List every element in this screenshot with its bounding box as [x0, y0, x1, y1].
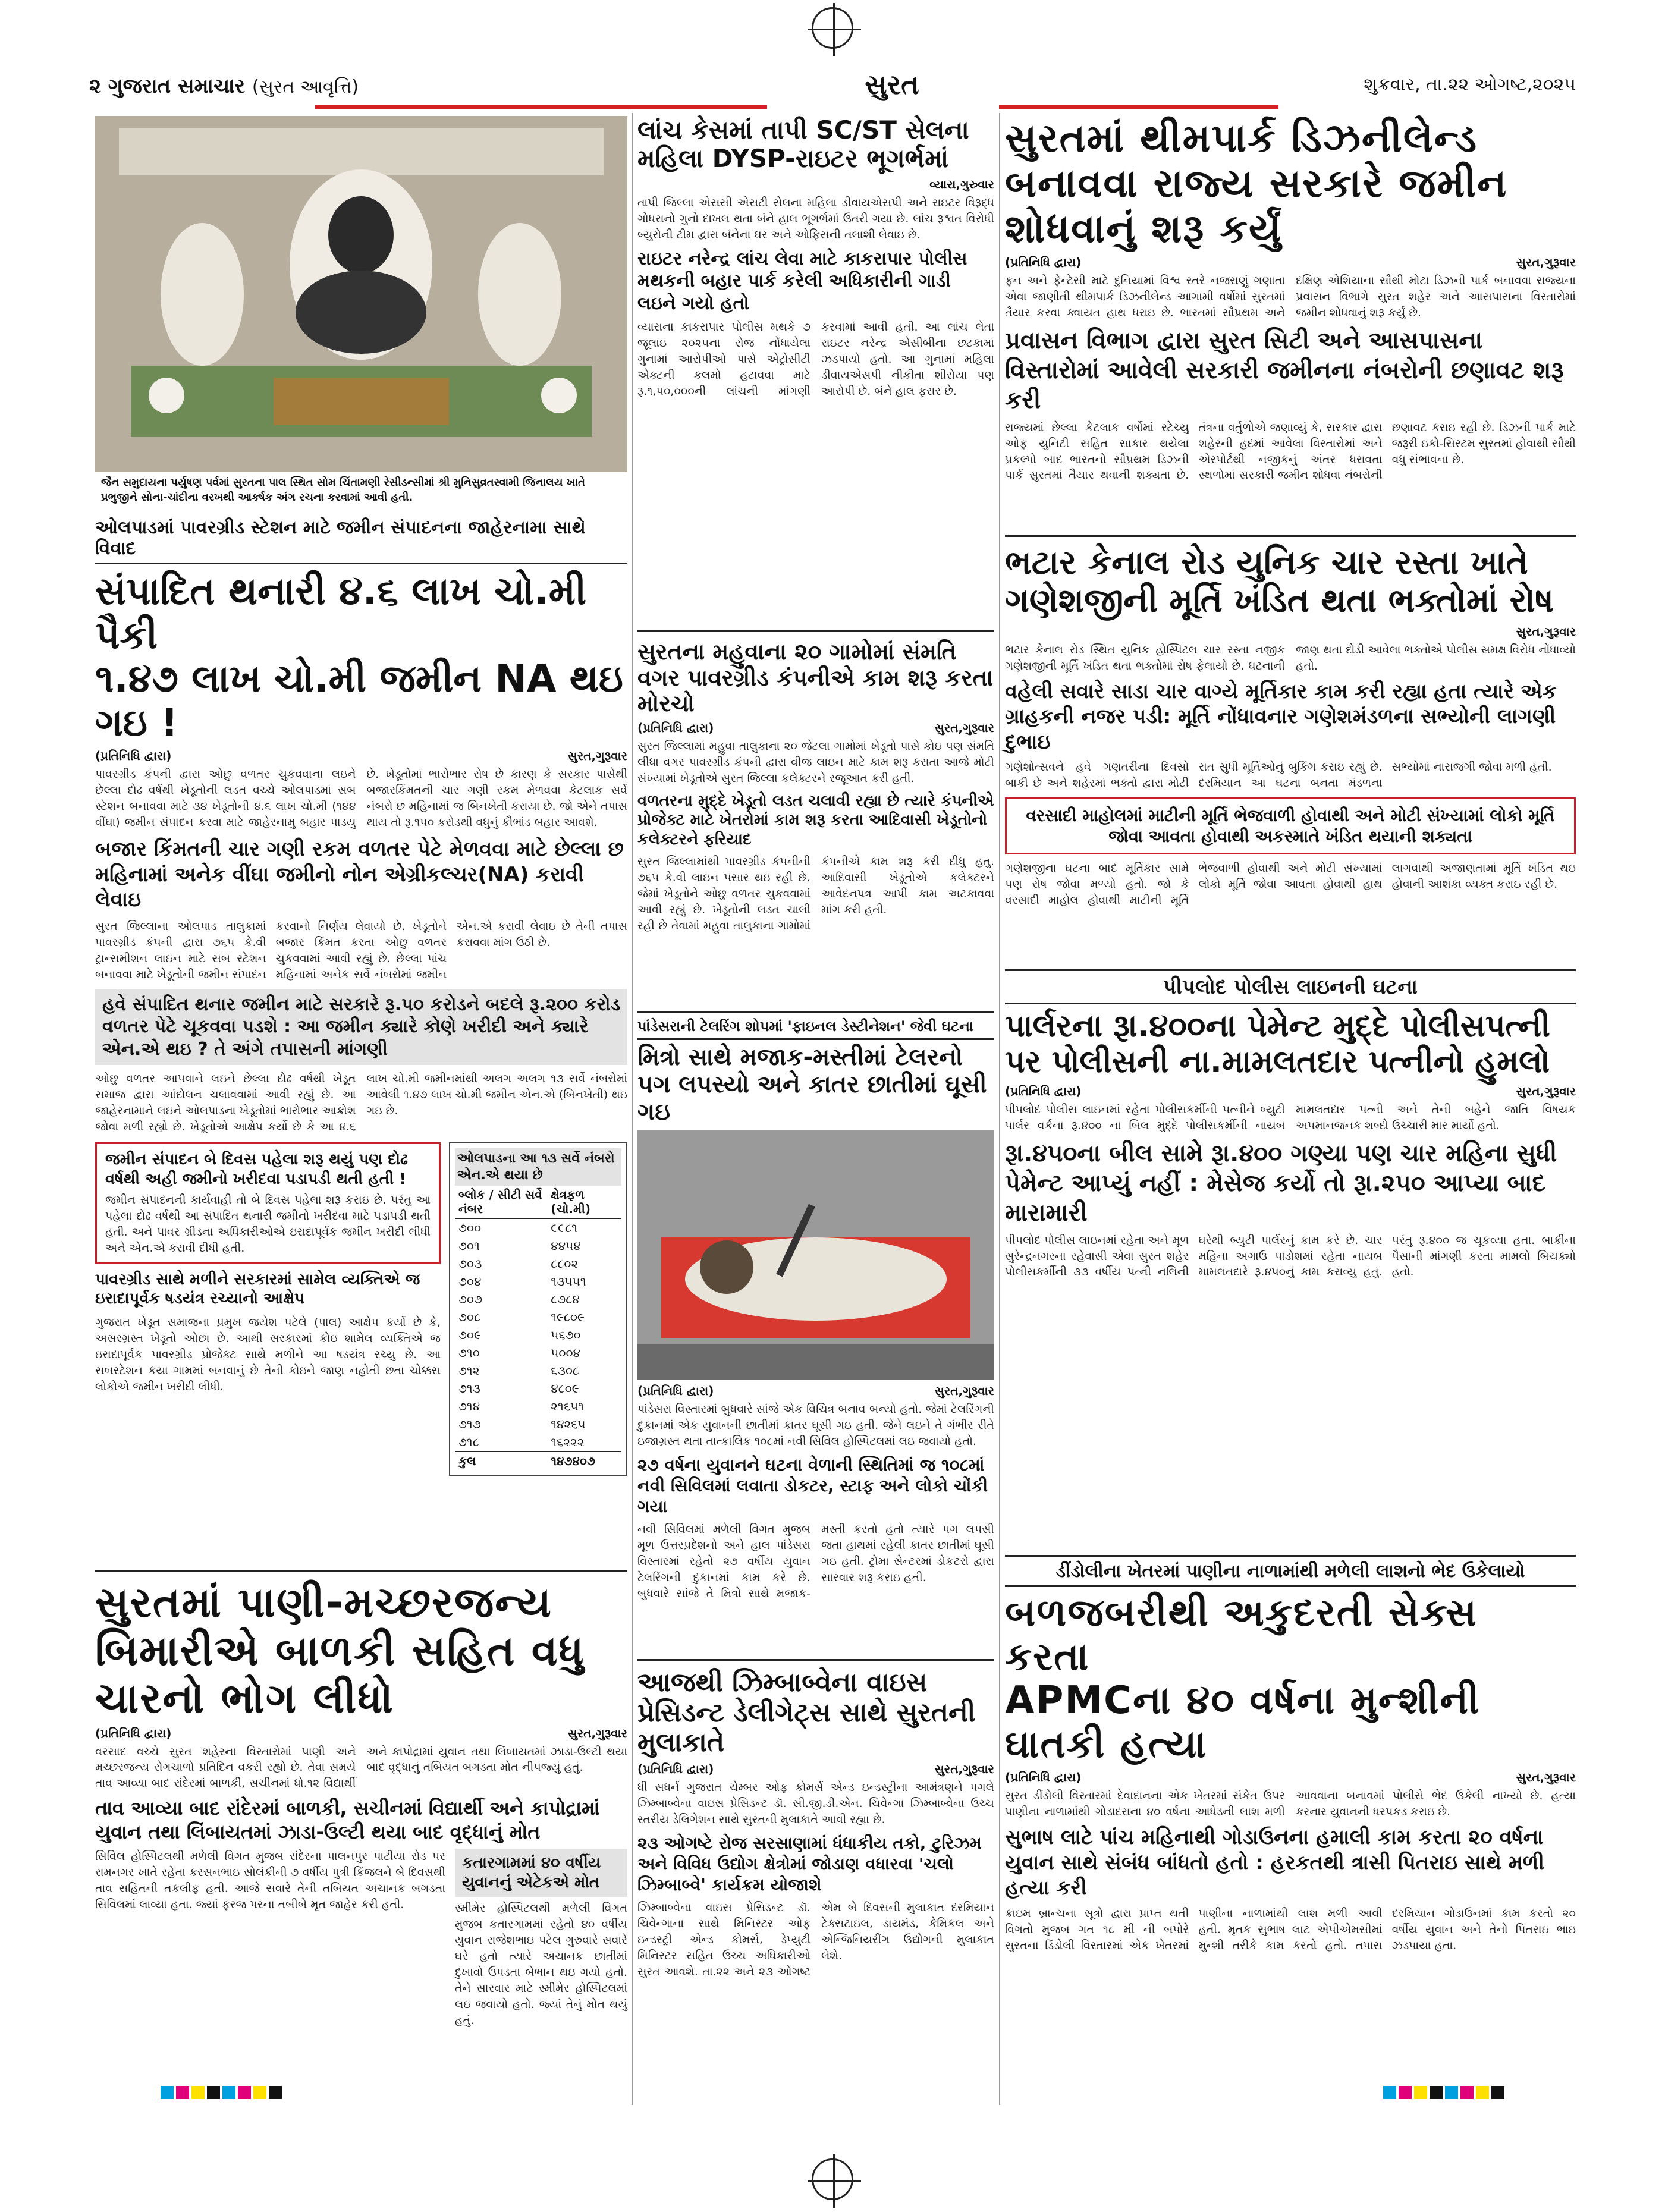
article-bhatar	[1005, 544, 1576, 909]
dysp-body-2: વ્યારાના કાકરાપાર પોલીસ મથકે ૭ જૂલાઇ ૨૦૨૫ના રોજ નોંધાયેલા ગુનામાં આરોપીઓ પાસે એટ્રોસીટી એક્ટની કલમો હટાવવા માટે રૂ.૧,૫૦,૦૦૦ની લાંચની માંગણી કરવામાં આવી હતી. આ લાંચ લેતા રાઇટર નરેન્દ્ર એસીબીના છટકામાં ઝડપાયો હતો. આ ગુનામાં મહિલા ડીવાયએસપી નીકીતા શીરોયા પણ આરોપી છે. બંને હાલ ફરાર છે.	[637, 321, 994, 398]
disneyland-body-2: રાજ્યમાં છેલ્લા કેટલાક વર્ષોમાં સ્ટેચ્યુ ઓફ યુનિટી સહિત સાકાર થયેલા પ્રકલ્પો બાદ ભારતનો સૌપ્રથમ ડિઝની પાર્ક સુરતમાં તૈયાર થવાની શક્યતા છે. તંત્રના વર્તુળોએ જણાવ્યું કે, સરકાર દ્વારા શહેરની હદમાં આવેલા વિસ્તારોમાં અને એરપોર્ટથી નજીકનું અંતર ધરાવતા સ્થળોમાં સરકારી જમીન શોધવા નંબરોની છણાવટ કરાઇ રહી છે. ડિઝની પાર્ક માટે જરૂરી ઇકો-સિસ્ટમ સુરતમાં હોવાથી સૌથી વધુ સંભાવના છે.	[1005, 420, 1576, 482]
masthead-paper-name	[89, 74, 359, 98]
bhatar-byline	[1005, 624, 1576, 639]
separator-right-2	[1005, 969, 1576, 971]
survey-number-cell: ૭૦૪	[458, 1274, 482, 1289]
zimbabwe-body: ધી સધર્ન ગુજરાત ચેમ્બર ઓફ કોમર્સ એન્ડ ઇન્ડસ્ટ્રીના આમંત્રણને પગલે ઝિમ્બાબ્વેના વાઇસ પ્રેસિડન્ટ ડૉ. સી.જી.ડી.એન. ચિવેન્ગા ઝિમ્બાબ્વેના ઉચ્ચ સ્તરીય ડેલિગેશન સાથે સુરતની મુલાકાતે આવી રહ્યા છે.	[637, 1780, 994, 1826]
article-water-disease	[95, 1579, 627, 2029]
mahuva-body: સુરત જિલ્લામાં મહુવા તાલુકાના ૨૦ જેટલા ગામોમાં ખેડૂતો પાસે કોઇ પણ સંમતિ લીધા વગર પાવરગ્રીડ કંપની દ્વારા વીજ લાઇન માટે કામ શરૂ કરાતા આજે મોટી સંખ્યામાં ખેડૂતોએ સુરત જિલ્લા કલેક્ટરને રજૂઆત કરી હતી.	[637, 740, 994, 785]
table-row	[455, 1326, 621, 1344]
separator-left-1	[95, 1570, 627, 1572]
olpad-byline-place: સુરત,ગુરૂવાર	[567, 749, 627, 763]
olpad-subhead-1: બજાર કિંમતની ચાર ગણી રકમ વળતર પેટે મેળવવા માટે છેલ્લા છ મહિનામાં અનેક વીંઘા જમીનો નોન એગ્રીકલ્ચર(NA) કરાવી લેવાઇ	[95, 837, 624, 912]
disneyland-headline: સુરતમાં થીમપાર્ક ડિઝનીલેન્ડ બનાવવા રાજ્ય સરકારે જમીન શોધવાનું શરૂ કર્યું	[1005, 115, 1508, 252]
table-row	[455, 1344, 621, 1362]
dysp-byline-place: વ્યારા,ગુરુવાર	[929, 177, 994, 191]
disneyland-body: ફન અને ફેન્ટેસી માટે દુનિયામાં વિશ્વ સ્તરે નજરાણું ગણાતા એવા જાણીતી થીમપાર્ક ડિઝનીલેન્ડ આગામી વર્ષોમાં સુરતમાં તૈયાર કરવા ક્વાયત હાથ ધરાઇ છે. ભારતમાં સૌપ્રથમ અને દક્ષિણ એશિયાના સૌથી મોટા ડિઝની પાર્ક બનાવવા રાજ્યના પ્રવાસન વિભાગે સુરત શહેર અને આસપાસના વિસ્તારોમાં જમીન શોધવાનું શરૂ કર્યું છે.	[1005, 274, 1576, 319]
separator-right-3	[1005, 1555, 1576, 1557]
tailor-headline: મિત્રો સાથે મજાક-મસ્તીમાં ટેલરનો પગ લપસ્યો અને કાતર છાતીમાં ઘૂસી ગઇ	[637, 1044, 987, 1126]
separator-mid-2	[637, 1011, 994, 1013]
column-rule-2	[999, 113, 1000, 2105]
olpad-body-3: ઓછુ વળતર આપવાને લઇને છેલ્લા દોઢ વર્ષથી ખેડૂત સમાજ દ્વારા આંદોલન ચલાવવામાં આવી રહ્યું છે. આ જાહેરનામાને લઇને ઓલપાડના ખેડૂતોમાં ભારોભાર આક્રોશ જોવા મળી રહ્યો છે. ખેડૂતોએ આક્ષેપ કર્યો છે કે આ ૪.૬ લાખ ચો.મી જમીનમાંથી અલગ અલગ ૧૩ સર્વે નંબરોમાં આવેલી ૧.૪૭ લાખ ચો.મી જમીન એન.એ (બિનખેતી) થઇ ગઇ છે.	[95, 1072, 627, 1134]
registration-mark-top	[812, 7, 853, 49]
bhatar-highlight-box: વરસાદી માહોલમાં માટીની મૂર્તિ ભેજવાળી હોવાથી અને મોટી સંખ્યામાં લોકો મૂર્તિ જોવા આવતા હોવાથી અકસ્માતે ખંડિત થયાની શક્યતા	[1005, 797, 1576, 854]
hospital-stretcher-illustration	[637, 1130, 994, 1380]
disneyland-byline-source: (પ્રતિનિધિ દ્વારા)	[1005, 254, 1082, 269]
olpad-body-2: સુરત જિલ્લાના ઓલપાડ તાલુકામાં પાવરગ્રીડ કંપની દ્વારા ૭૬૫ કે.વી ટ્રાન્સમીશન લાઇન માટે સબ સ્ટેશન બનાવવા માટે ખેડૂતોની જમીન સંપાદન કરવાનો નિર્ણય લેવાયો છે. ખેડૂતોને બજાર કિંમત કરતા ઓછુ વળતર ચુકવવામાં આવી રહ્યું છે. છેલ્લા પાંચ મહિનામાં અનેક સર્વે નંબરોમાં જમીન એન.એ કરાવી લેવાઇ છે તેની તપાસ કરાવવા માંગ ઉઠી છે.	[95, 919, 627, 981]
olpad-lower-left	[95, 1142, 441, 1476]
olpad-table-title: ઓલપાડના આ ૧૩ સર્વે નંબરો એન.એ થયા છે	[455, 1148, 621, 1186]
olpad-byline-source: (પ્રતિનિધિ દ્વારા)	[95, 749, 172, 763]
pipalod-byline-source: (પ્રતિનિધિ દ્વારા)	[1005, 1083, 1082, 1098]
survey-number-cell: ૭૧૭	[458, 1417, 481, 1431]
survey-number-cell: ૭૧૨	[458, 1363, 480, 1378]
disneyland-byline-place: સુરત,ગુરૂવાર	[1516, 254, 1576, 269]
dindoli-headline-line2: APMCના ૪૦ વર્ષના મુન્શીની ઘાતકી હત્યા	[1005, 1679, 1481, 1767]
table-row	[455, 1290, 621, 1308]
olpad-survey-table	[455, 1186, 621, 1470]
dysp-byline	[637, 177, 994, 191]
dindoli-byline-source: (પ્રતિનિધિ દ્વારા)	[1005, 1770, 1082, 1785]
article-disneyland	[1005, 116, 1576, 483]
area-cell: ૫૦૦૪	[551, 1346, 580, 1360]
table-total-label: કુલ	[455, 1451, 547, 1470]
table-header-area: ક્ષેત્રફળ (ચો.મી)	[547, 1186, 621, 1218]
tailor-kicker: પાંડેસરાની ટેલરિંગ શોપમાં 'ફાઇનલ ડેસ્ટીનેશન' જેવી ઘટના	[637, 1018, 994, 1040]
table-total-row	[455, 1451, 621, 1470]
registration-mark-bottom	[812, 2158, 853, 2200]
table-row	[455, 1397, 621, 1415]
table-row	[455, 1218, 621, 1237]
edition-label: (સુરત આવૃત્તિ)	[252, 77, 359, 98]
separator-mid-3	[637, 1659, 994, 1661]
article-pipalod	[1005, 975, 1576, 1280]
area-cell: ૮૭૮૪	[551, 1292, 580, 1306]
water-byline-place: સુરત,ગુરૂવાર	[567, 1726, 627, 1740]
olpad-byline	[95, 749, 627, 763]
article-olpad	[95, 517, 627, 1476]
separator-right-1	[1005, 535, 1576, 537]
survey-number-cell: ૭૦૮	[458, 1310, 480, 1324]
olpad-survey-table-box	[449, 1142, 627, 1476]
water-subhead: તાવ આવ્યા બાદ રાંદેરમાં બાળકી, સચીનમાં વિદ્યાર્થી અને કાપોદ્રામાં યુવાન તથા લિંબાયતમાં ઝાડા-ઉલ્ટી થયા બાદ વૃદ્ધાનું મોત	[95, 1797, 600, 1844]
water-byline-source: (પ્રતિનિધિ દ્વારા)	[95, 1726, 172, 1740]
olpad-lower-row	[95, 1142, 627, 1476]
separator-mid-1	[637, 630, 994, 632]
olpad-body: પાવરગ્રીડ કંપની દ્વારા ઓછુ વળતર ચુકવવાના લઇને છેલ્લા દોઢ વર્ષથી ખેડૂતોની લડત વચ્ચે ઓલપાડમાં સબ સ્ટેશન બનાવવા માટે ૩૪ ખેડૂતોની ૪.૬ લાખ ચો.મી (૧૪૪ વીંઘા) જમીન સંપાદન કરવા માટે જાહેરનામુ બહાર પાડયુ છે. ખેડૂતોમાં ભારોભાર રોષ છે કારણ કે સરકાર પાસેથી બજારકિંમતની ચાર ગણી રકમ મેળવવા કેટલાક સર્વે નંબરો છ મહિનામાં જ બિનખેતી કરાયા છે. જો એને તપાસ થાય તો રૂ.૧૫૦ કરોડથી વધુનું કૌભાંડ બહાર આવશે.	[95, 768, 627, 830]
olpad-headline-line1: સંપાદિત થનારી ૪.૬ લાખ ચો.મી પૈકી	[95, 570, 587, 658]
jain-temple-photo	[95, 116, 627, 508]
olpad-kicker: ઓલપાડમાં પાવરગ્રીડ સ્ટેશન માટે જમીન સંપાદનના જાહેરનામા સાથે વિવાદ	[95, 517, 627, 564]
pipalod-headline: પાર્લરના રૂા.૪૦૦ના પેમેન્ટ મુદ્દે પોલીસપત્ની પર પોલીસની ના.મામલતદાર પત્નીનો હુમલો	[1005, 1008, 1550, 1080]
area-cell: ૯૯૮૧	[551, 1221, 577, 1235]
area-cell: ૮૮૦૨	[551, 1256, 579, 1271]
dindoli-subhead: સુભાષ લાટે પાંચ મહિનાથી ગોડાઉનના હમાલી કામ કરતા ૨૦ વર્ષના યુવાન સાથે સંબંધ બાંધતો હતો : હરકતથી ત્રાસી પિતરાઇ સાથે મળી હત્યા કરી	[1005, 1825, 1544, 1900]
dysp-headline: લાંચ કેસમાં તાપી SC/ST સેલના મહિલા DYSP-રાઇટર ભૂગર્ભમાં	[637, 115, 969, 174]
area-cell: ૪૪૫૪	[551, 1239, 581, 1253]
column-rule-1	[632, 113, 633, 2105]
jain-idol-illustration	[95, 116, 627, 473]
zimbabwe-byline	[637, 1762, 994, 1776]
article-jain-photo	[95, 116, 627, 508]
mahuva-byline-source: (પ્રતિનિધિ દ્વારા)	[637, 721, 714, 736]
article-zimbabwe	[637, 1668, 994, 1980]
table-body	[455, 1218, 621, 1451]
bhatar-body: ભટાર કેનાલ રોડ સ્થિત યુનિક હોસ્પિટલ ચાર રસ્તા નજીક ગણેશજીની મૂર્તિ ખંડિત થતા ભક્તોમાં રોષ ફેલાયો છે. ઘટનાની જાણ થતા દોડી આવેલા ભક્તોએ પોલીસ સમક્ષ વિરોધ નોંધાવ્યો હતો.	[1005, 643, 1576, 673]
pipalod-kicker: પીપલોદ પોલીસ લાઇનની ઘટના	[1005, 975, 1576, 1004]
bhatar-body-3: ગણેશજીના ઘટના બાદ મૂર્તિકાર સામે પણ રોષ જોવા મળ્યો હતો. જો કે વરસાદી માહોલ હોવાથી માટીની મૂર્તિ ભેજવાળી હોવાથી અને મોટી સંખ્યામાં લોકો મૂર્તિ જોવા આવતા હોવાથી હાથ લાગવાથી અજાણતામાં મૂર્તિ ખંડિત થઇ હોવાની આશંકા વ્યક્ત કરાઇ રહી છે.	[1005, 862, 1576, 907]
paper-name: ૨ ગુજરાત સમાચાર	[89, 74, 246, 98]
area-cell: ૧૪૨૬૫	[551, 1417, 586, 1431]
area-cell: ૪૮૦૯	[551, 1381, 579, 1396]
zimbabwe-headline: આજથી ઝિમ્બાબ્વેના વાઇસ પ્રેસિડન્ટ ડેલીગેટ્સ સાથે સુરતની મુલાકાતે	[637, 1667, 976, 1758]
survey-number-cell: ૭૦૧	[458, 1239, 480, 1253]
pipalod-byline	[1005, 1084, 1576, 1098]
survey-number-cell: ૭૧૮	[458, 1435, 479, 1449]
bhatar-byline-place: સુરત,ગુરૂવાર	[1516, 624, 1576, 639]
zimbabwe-byline-place: સુરત,ગુરૂવાર	[934, 1761, 994, 1776]
bhatar-subhead: વહેલી સવારે સાડા ચાર વાગ્યે મૂર્તિકાર કામ કરી રહ્યા હતા ત્યારે એક ગ્રાહકની નજર પડી: મૂર્તિ નોંધાવનાર ગણેશમંડળના સભ્યોની લાગણી દુભાઇ	[1005, 679, 1557, 754]
survey-number-cell: ૭૧૦	[458, 1346, 480, 1360]
area-cell: ૧૯૮૦૯	[551, 1310, 585, 1324]
table-row	[455, 1272, 621, 1290]
mahuva-byline	[637, 721, 994, 735]
survey-number-cell: ૭૦૭	[458, 1292, 482, 1306]
bhatar-headline: ભટાર કેનાલ રોડ યુનિક ચાર રસ્તા ખાતે ગણેશજીની મૂર્તિ ખંડિત થતા ભક્તોમાં રોષ	[1005, 543, 1554, 621]
tailor-byline-source: (પ્રતિનિધિ દ્વારા)	[637, 1384, 714, 1398]
mahuva-subhead: વળતરના મુદ્દે ખેડૂતો લડત ચલાવી રહ્યા છે ત્યારે કંપનીએ પ્રોજેક્ટ માટે ખેતરોમાં કામ શરૂ કરતા આદિવાસી ખેડૂતોનો કલેક્ટરને ફરિયાદ	[637, 791, 994, 849]
dindoli-body: સુરત ડીંડોલી વિસ્તારમાં દેવાદાનના એક ખેતરમાં સંકેત ઉપર પાણીના નાળામાંથી ગોડાદરાના ૪૦ વર્ષના આધેડની લાશ મળી આવવાના બનાવમાં પોલીસે ભેદ ઉકેલી નાખ્યો છે. હત્યા કરનાર યુવાનની ધરપકડ કરાઇ છે.	[1005, 1789, 1576, 1819]
tailor-lead: પાંડેસરા વિસ્તારમાં બુધવારે સાંજે એક વિચિત્ર બનાવ બન્યો હતો. જેમાં ટેલરિંગની દુકાનમાં એક યુવાનની છાતીમાં કાતર ઘૂસી ગઇ હતી. જેને લઇને તે ગંભીર રીતે ઇજાગ્રસ્ત થતા તાત્કાલિક ૧૦૮માં નવી સિવિલ હોસ્પિટલમાં લઇ જવાયો હતો.	[637, 1403, 994, 1448]
masthead-red-rule-left	[315, 105, 767, 109]
dindoli-body-2: ક્રાઇમ બ્રાન્ચના સૂત્રો દ્વારા પ્રાપ્ત થતી વિગતો મુજબ ગત ૧૮ મી ની બપોરે સુરતના ડિંડોલી વિસ્તારમાં એક ખેતરમાં પાણીના નાળામાંથી લાશ મળી આવી હતી. મૃતક સુભાષ લાટ એપીએમસીમાં મુન્શી તરીકે કામ કરતો હતો. તપાસ દરમિયાન ગોડાઉનમાં કામ કરતો ૨૦ વર્ષીય યુવાન અને તેનો પિતરાઇ ભાઇ ઝડપાયા હતા.	[1005, 1906, 1576, 1952]
pipalod-body-2: પીપલોદ પોલીસ લાઇનમાં રહેતા અને મૂળ સુરેન્દ્રનગરના રહેવાસી એવા સુરત શહેર પોલીસકર્મીની ૩૩ વર્ષીય પત્ની નલિની ઘરેથી બ્યુટી પાર્લરનું કામ કરે છે. ચાર મહિના અગાઉ પાડોશમાં રહેતા નાયબ મામલતદારે રૂ.૪૫૦નું કામ કરાવ્યુ હતું. પરંતુ રૂ.૪૦૦ જ ચૂકવ્યા હતા. બાકીના પૈસાની માંગણી કરતા મામલો બિચક્યો હતો.	[1005, 1233, 1576, 1279]
water-subhead-2: કતારગામમાં ૪૦ વર્ષીય યુવાનનું એટેકએ મોત	[455, 1849, 627, 1897]
olpad-highlight-box	[95, 1142, 441, 1264]
dysp-subhead: રાઇટર નરેન્દ્ર લાંચ લેવા માટે કાકરાપાર પોલીસ મથકની બહાર પાર્ક કરેલી અધિકારીની ગાડી લઇને ગયો હતો	[637, 248, 967, 314]
tailor-body: નવી સિવિલમાં મળેલી વિગત મુજબ મૂળ ઉત્તરપ્રદેશનો અને હાલ પાંડેસરા વિસ્તારમાં રહેતો ૨૭ વર્ષીય યુવાન ટેલરિંગની દુકાનમાં કામ કરે છે. બુધવારે સાંજે તે મિત્રો સાથે મજાક-મસ્તી કરતો હતો ત્યારે પગ લપસી જતા હાથમાં રહેલી કાતર છાતીમાં ઘૂસી ગઇ હતી. ટ્રોમા સેન્ટરમાં ડોકટરો દ્વારા સારવાર શરૂ કરાઇ હતી.	[637, 1522, 994, 1600]
olpad-subhead-3: પાવરગ્રીડ સાથે મળીને સરકારમાં સામેલ વ્યક્તિએ જ ઇરાદાપૂર્વક ષડયંત્ર રચ્યાનો આક્ષેપ	[95, 1270, 420, 1308]
water-body: વરસાદ વચ્ચે સુરત શહેરના વિસ્તારોમાં પાણી અને મચ્છરજન્ય રોગચાળો પ્રતિદિન વકરી રહ્યો છે. તેવા સમયે તાવ આવ્યા બાદ રાંદેરમાં બાળકી, સચીનમાં ધો.૧૨ વિદ્યાર્થી અને કાપોદ્રામાં યુવાન તથા લિંબાયતમાં ઝાડા-ઉલ્ટી થયા બાદ વૃદ્ધાનું તબિયત બગડતા મોત નીપજ્યું હતું.	[95, 1745, 627, 1790]
area-cell: ૧૩૫૫૧	[551, 1274, 586, 1289]
tailor-hospital-photo	[637, 1130, 994, 1380]
pipalod-subhead: રૂા.૪૫૦ના બીલ સામે રૂા.૪૦૦ ગણ્યા પણ ચાર મહિના સુધી પેમેન્ટ આપ્યું નહીં : મેસેજ કર્યો તો રૂા.૨૫૦ આપ્યા બાદ મારામારી	[1005, 1139, 1557, 1227]
survey-number-cell: ૭૧૩	[458, 1381, 481, 1396]
mahuva-byline-place: સુરત,ગુરૂવાર	[934, 721, 994, 736]
tailor-subhead: ૨૭ વર્ષના યુવાનને ઘટના વેળાની સ્થિતિમાં જ ૧૦૮માં નવી સિવિલમાં લવાતા ડોકટર, સ્ટાફ અને લોકો ચોંકી ગયા	[637, 1454, 988, 1516]
dindoli-headline-line1: બળજબરીથી અકુદરતી સેક્સ કરતા	[1005, 1591, 1478, 1679]
article-tailor	[637, 1018, 994, 1602]
water-katargam-box	[455, 1849, 627, 2029]
pipalod-body: પીપલોદ પોલીસ લાઇનમાં રહેતા પોલીસકર્મીની પત્નીને બ્યુટી પાર્લર વર્કના રૂ.૪૦૦ ના બિલ મુદ્દે પોલીસકર્મીની નાયબ મામલતદાર પત્ની અને તેની બહેને જાતિ વિષયક અપમાનજનક શબ્દો ઉચ્ચારી માર માર્યો હતો.	[1005, 1102, 1576, 1132]
dindoli-kicker: ડીંડોલીના ખેતરમાં પાણીના નાળામાંથી મળેલી લાશનો ભેદ ઉકેલાયો	[1005, 1561, 1576, 1587]
survey-number-cell: ૭૦૯	[458, 1328, 481, 1342]
area-cell: ૨૧૬૫૧	[551, 1399, 584, 1413]
olpad-body-4: ગુજરાત ખેડૂત સમાજના પ્રમુખ જયેશ પટેલે (પાલ) આક્ષેપ કર્યો છે કે, અસરગ્રસ્ત ખેડૂતો ઓછા છે. આથી સરકારમાં કોઇ શામેલ વ્યક્તિએ જ ઇરાદાપૂર્વક પાવરગ્રીડ પ્રોજેક્ટ સાથે મળીને આ ષડયંત્ર રચ્યુ છે. આ સબસ્ટેશન કયા ગામમાં બનવાનું છે તેની કોઇને જાણ નહોતી છતા ચોક્કસ લોકોએ જમીન ખરીદી લીધી.	[95, 1315, 441, 1393]
issue-date: શુક્રવાર, તા.૨૨ ઓગષ્ટ,૨૦૨૫	[1364, 74, 1576, 95]
jain-photo-caption: જૈન સમુદાયના પર્યુષણ પર્વમાં સુરતના પાલ સ્થિત સોમ ચિંતામણી રેસીડન્સીમાં શ્રી મુનિસુવ્રતસ્વામી જિનાલય ખાતે પ્રભુજીને સોના-ચાંદીના વરખથી આકર્ષક અંગ રચના કરવામાં આવી હતી.	[95, 472, 627, 508]
olpad-subhead-2: હવે સંપાદિત થનાર જમીન માટે સરકારે રૂ.૫૦ કરોડને બદલે રૂ.૨૦૦ કરોડ વળતર પેટે ચૂકવવા પડશે : આ જમીન ક્યારે કોણે ખરીદી અને ક્યારે એન.એ થઇ ? તે અંગે તપાસની માંગણી	[95, 989, 627, 1066]
area-cell: ૫૬૭૦	[551, 1328, 581, 1342]
water-headline: સુરતમાં પાણી-મચ્છરજન્ય બિમારીએ બાળકી સહિત વધુ ચારનો ભોગ લીધો	[95, 1578, 585, 1723]
olpad-headline-line2: ૧.૪૭ લાખ ચો.મી જમીન NA થઇ ગઇ !	[95, 657, 623, 745]
zimbabwe-byline-source: (પ્રતિનિધિ દ્વારા)	[637, 1761, 714, 1776]
table-total-value: ૧૪૭૪૦૭	[547, 1451, 621, 1470]
bhatar-body-2: ગણેશોત્સવને હવે ગણતરીના દિવસો બાકી છે અને શહેરમાં ભક્તો દ્વારા મોટી રાત સુધી મૂર્તિઓનું બુકિંગ કરાઇ રહ્યું છે. દરમિયાન આ ઘટના બનતા મંડળના સભ્યોમાં નારાજગી જોવા મળી હતી.	[1005, 761, 1552, 790]
article-dysp	[637, 116, 994, 400]
olpad-box-body: જમીન સંપાદનની કાર્યવાહી તો બે દિવસ પહેલા શરૂ કરાઇ છે. પરંતુ આ પહેલા દોઢ વર્ષથી આ સંપાદિત થનારી જમીનો ખરીદવા માટે પડાપડી થતી હતી. અને પાવર ગ્રીડના અધિકારીઓએ ઇરાદાપૂર્વક જમીન ખરીદી લીધી અને એન.એ કરાવી દીધી હતી.	[105, 1193, 431, 1255]
print-color-bar-left	[161, 2086, 282, 2099]
table-row	[455, 1255, 621, 1272]
water-body-2: સિવિલ હોસ્પિટલથી મળેલી વિગત મુજબ રાંદેરના પાલનપુર પાટીયા રોડ પર રામનગર ખાતે રહેતા કરસનભાઇ સોલંકીની ૭ વર્ષીય પુત્રી કિંજલને બે દિવસથી તાવ સહિતની તકલીફ હતી. આજે સવારે તેની તબિયત અચાનક બગડતા સિવિલમાં લાવ્યા હતા. જ્યાં ફરજ પરના તબીબે મૃત જાહેર કરી હતી.	[95, 1850, 445, 1912]
table-row	[455, 1380, 621, 1397]
survey-number-cell: ૭૦૩	[458, 1256, 482, 1271]
water-lower-row	[95, 1849, 627, 2029]
water-body-3: સ્મીમેર હોસ્પિટલથી મળેલી વિગત મુજબ કતારગામમાં રહેતો ૪૦ વર્ષીય યુવાન રાજેશભાઇ પટેલ ગુરુવારે સવારે ઘરે હતો ત્યારે અચાનક છાતીમાં દુખાવો ઉપડતા બેભાન થઇ ગયો હતો. તેને સારવાર માટે સ્મીમેર હોસ્પિટલમાં લઇ જવાયો હતો. જ્યાં તેનું મોત થયું હતું.	[455, 1902, 627, 2028]
table-row	[455, 1237, 621, 1255]
print-color-bar-right	[1383, 2086, 1504, 2099]
zimbabwe-subhead: ૨૩ ઓગષ્ટે રોજ સરસાણામાં ધંધાકીય તકો, ટુરિઝમ અને વિવિધ ઉદ્યોગ ક્ષેત્રોમાં જોડાણ વધારવા 'ચલો ઝિમ્બાબ્વે' કાર્યક્રમ યોજાશે	[637, 1833, 982, 1894]
water-byline	[95, 1726, 627, 1740]
masthead	[89, 68, 1576, 110]
area-cell: ૬૩૦૮	[551, 1363, 579, 1378]
dysp-body: તાપી જિલ્લા એસસી એસટી સેલના મહિલા ડીવાયએસપી અને રાઇટર વિરૂદ્ધ ગોધરાનો ગુનો દાખલ થતા બંને હાલ ભૂગર્ભમાં ઉતરી ગયા છે. લાંચ રૂશ્વત વિરોધી બ્યુરોની ટીમ દ્વારા બંનેના ઘર અને ઓફિસની તલાશી લેવાઇ છે.	[637, 196, 994, 241]
mahuva-headline: સુરતના મહુવાના ૨૦ ગામોમાં સંમતિ વગર પાવરગ્રીડ કંપનીએ કામ શરૂ કરતા મોરચો	[637, 639, 994, 717]
tailor-byline	[637, 1384, 994, 1398]
masthead-red-rule-right	[999, 105, 1278, 109]
zimbabwe-body-2: ઝિમ્બાબ્વેના વાઇસ પ્રેસિડન્ટ ડૉ. ચિવેન્ગાના સાથે મિનિસ્ટર ઓફ ઇન્ડસ્ટ્રી એન્ડ કોમર્સ, ડેપ્યુટી મિનિસ્ટર સહિત ઉચ્ચ અધિકારીઓ સુરત આવશે. તા.૨૨ અને ૨૩ ઓગષ્ટ એમ બે દિવસની મુલાકાત દરમિયાન ટેક્સટાઇલ, ડાયમંડ, કેમિકલ અને એન્જિનિયરીંગ ઉદ્યોગની મુલાકાત લેશે.	[637, 1900, 994, 1978]
area-cell: ૧૬૨૨૨	[551, 1435, 585, 1449]
tailor-byline-place: સુરત,ગુરૂવાર	[934, 1384, 994, 1398]
table-header-survey: બ્લોક / સીટી સર્વે નંબર	[455, 1186, 547, 1218]
section-title: સુરત	[865, 68, 919, 100]
table-row	[455, 1362, 621, 1380]
dindoli-byline-place: સુરત,ગુરૂવાર	[1516, 1770, 1576, 1785]
disneyland-byline	[1005, 255, 1576, 269]
survey-number-cell: ૭૦૦	[458, 1221, 481, 1235]
pipalod-byline-place: સુરત,ગુરૂવાર	[1516, 1083, 1576, 1098]
table-row	[455, 1308, 621, 1326]
table-row	[455, 1415, 621, 1433]
survey-number-cell: ૭૧૪	[458, 1399, 480, 1413]
article-mahuva	[637, 639, 994, 934]
olpad-box-title: જમીન સંપાદન બે દિવસ પહેલા શરૂ થયું પણ દોઢ વર્ષથી અહી જમીનો ખરીદવા પડાપડી થતી હતી !	[105, 1151, 408, 1188]
disneyland-subhead: પ્રવાસન વિભાગ દ્વારા સુરત સિટી અને આસપાસના વિસ્તારોમાં આવેલી સરકારી જમીનના નંબરોની છણાવટ શરૂ કરી	[1005, 326, 1564, 414]
article-dindoli	[1005, 1561, 1576, 1954]
table-row	[455, 1433, 621, 1451]
mahuva-body-2: સુરત જિલ્લામાંથી પાવરગ્રીડ કંપનીની ૭૬૫ કે.વી લાઇન પસાર થઇ રહી છે. જેમાં ખેડૂતોને ઓછુ વળતર ચુકવવામાં આવી રહ્યું છે. ખેડૂતોની લડત ચાલી રહી છે તેવામાં મહુવા તાલુકાના ગામોમાં કંપનીએ કામ શરૂ કરી દીધુ હતુ. આદિવાસી ખેડૂતોએ કલેક્ટરને આવેદનપત્ર આપી કામ અટકાવવા માંગ કરી હતી.	[637, 855, 994, 933]
dindoli-byline	[1005, 1770, 1576, 1784]
